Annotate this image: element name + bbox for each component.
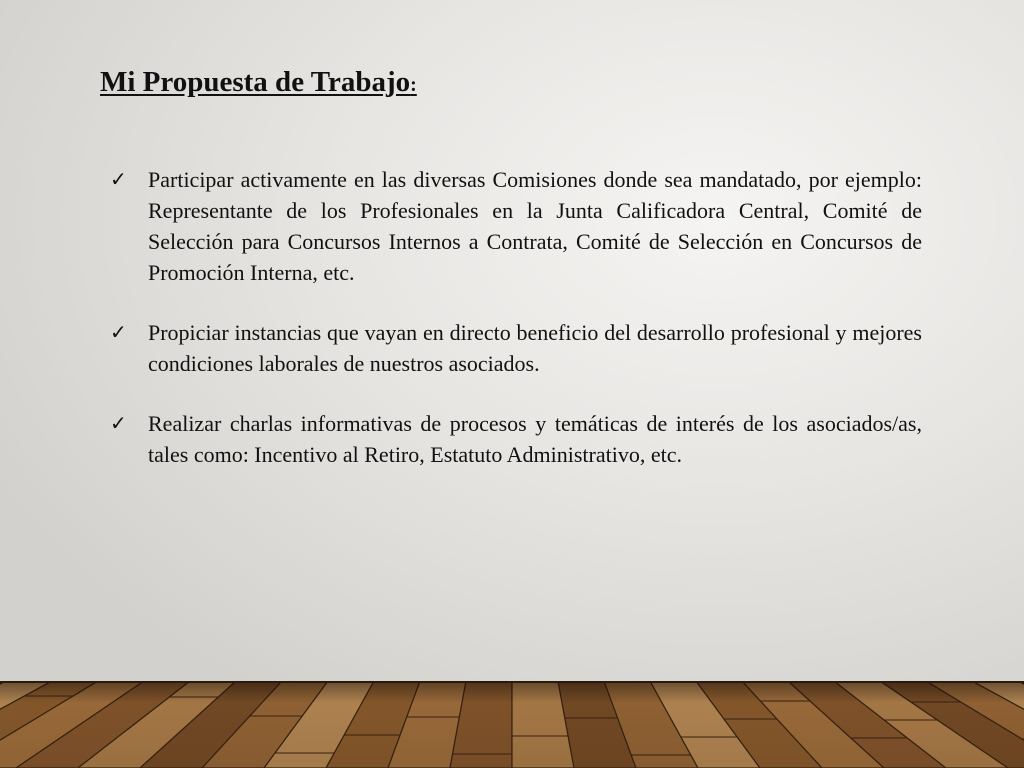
checkmark-icon: ✓ bbox=[110, 320, 127, 344]
bullet-item bbox=[110, 317, 922, 379]
bullet-text: Propiciar instancias que vayan en directo beneficio del desarrollo profesional y mejores condiciones laborales de nuestros asociados. bbox=[148, 320, 922, 376]
slide-title bbox=[100, 64, 417, 103]
bullet-item bbox=[110, 164, 922, 288]
checkmark-icon: ✓ bbox=[110, 167, 127, 191]
bullet-text: Participar activamente en las diversas Comisiones donde sea mandatado, por ejemplo: Representante de los Profesionales en la Junta Calificadora Central, Comité de Selección para Concursos Internos a Contrata, Comité de Selección en Concursos de Promoción Interna, etc. bbox=[148, 167, 922, 285]
title-colon: : bbox=[410, 74, 417, 96]
bullet-list bbox=[110, 164, 922, 499]
title-text: Mi Propuesta de Trabajo bbox=[100, 66, 411, 98]
bullet-text: Realizar charlas informativas de procesos y temáticas de interés de los asociados/as, tales como: Incentivo al Retiro, Estatuto Administrativo, etc. bbox=[148, 411, 922, 467]
bullet-item bbox=[110, 408, 922, 470]
wood-floor bbox=[0, 681, 1024, 768]
checkmark-icon: ✓ bbox=[110, 411, 127, 435]
